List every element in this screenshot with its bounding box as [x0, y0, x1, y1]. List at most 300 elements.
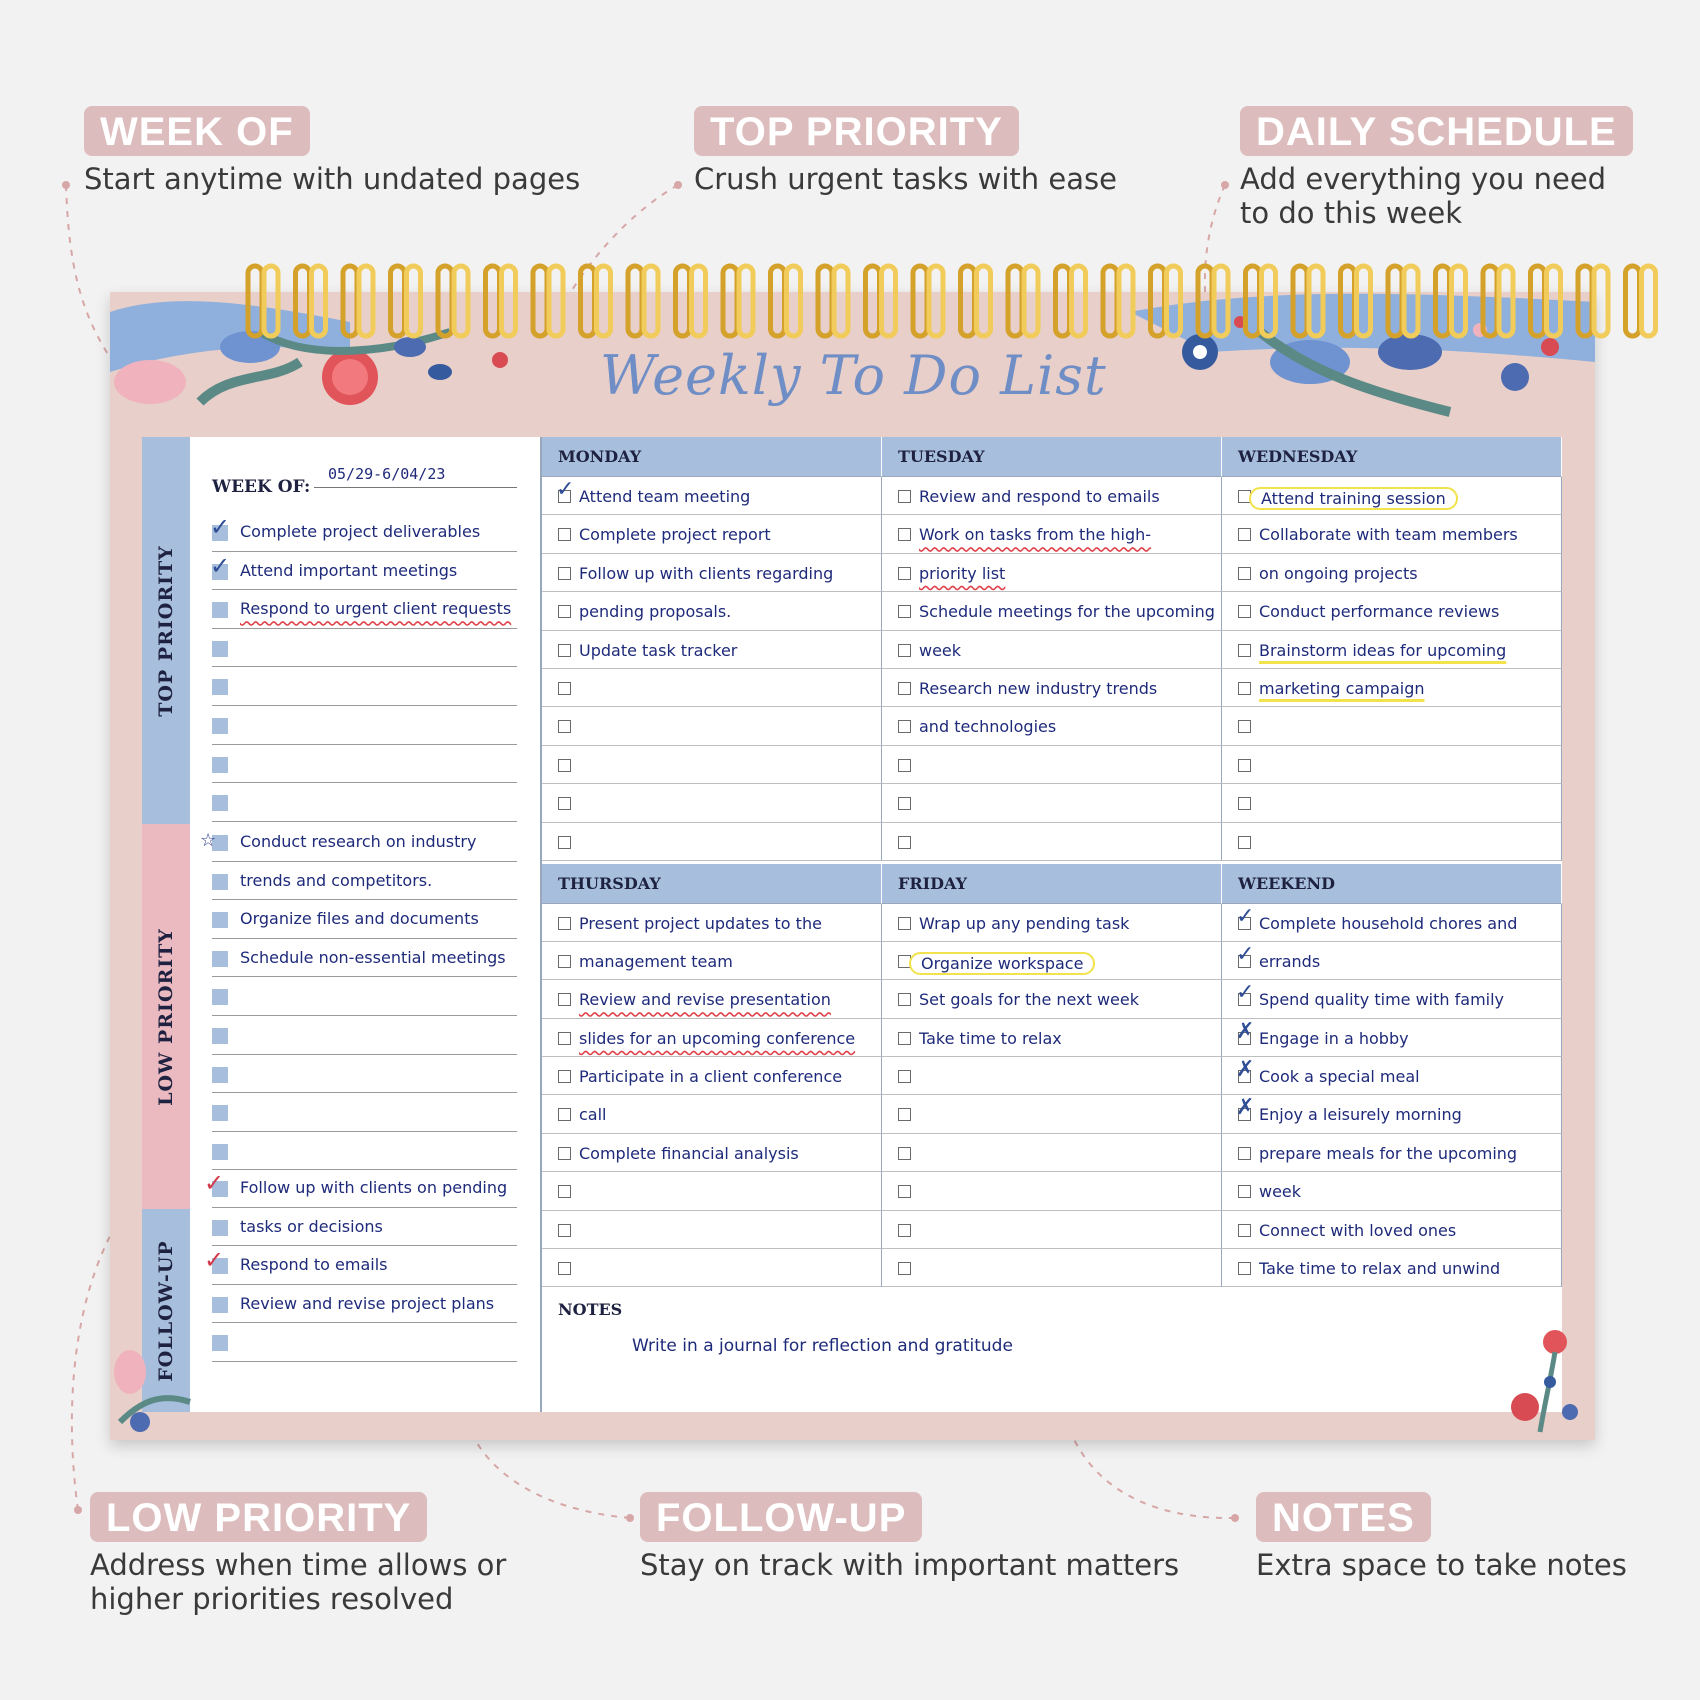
task-text: slides for an upcoming conference — [579, 1028, 856, 1048]
task-checkbox[interactable] — [558, 1262, 571, 1275]
task-checkbox[interactable] — [898, 917, 911, 930]
priority-text: trends and competitors. — [240, 870, 433, 890]
priority-text: Respond to urgent client requests — [240, 599, 512, 619]
task-text: prepare meals for the upcoming — [1259, 1143, 1518, 1163]
week-of-value[interactable]: 05/29-6/04/23 — [314, 465, 517, 488]
binding-ring — [1056, 266, 1070, 336]
low-priority-item[interactable] — [212, 862, 517, 901]
task-checkbox[interactable] — [1238, 1185, 1251, 1198]
callout-week-of — [84, 106, 580, 196]
binding-ring — [391, 266, 405, 336]
binding-ring — [1578, 266, 1592, 336]
cross-mark-icon: ✗ — [1236, 1018, 1255, 1044]
task-row[interactable] — [882, 1172, 1222, 1210]
day-header: TUESDAY — [882, 437, 1222, 477]
task-row[interactable] — [882, 477, 1222, 515]
callout-desc: Stay on track with important matters — [640, 1548, 1180, 1582]
binding-ring — [739, 266, 753, 336]
day-header: WEDNESDAY — [1222, 437, 1562, 477]
star-icon: ☆ — [200, 830, 217, 851]
task-text: Present project updates to the — [579, 913, 822, 933]
task-row[interactable] — [882, 1057, 1222, 1095]
binding-ring — [1008, 266, 1022, 336]
band-label: TOP PRIORITY — [155, 544, 177, 717]
priority-checkbox[interactable] — [212, 757, 228, 773]
day-header: FRIDAY — [882, 864, 1222, 904]
task-row[interactable] — [1222, 746, 1562, 784]
task-row[interactable] — [882, 823, 1222, 861]
band-label: FOLLOW-UP — [155, 1239, 177, 1382]
day-column-thursday — [542, 864, 882, 1288]
task-checkbox[interactable] — [898, 490, 911, 503]
task-checkbox[interactable] — [898, 1070, 911, 1083]
task-checkbox[interactable] — [1238, 797, 1251, 810]
priority-text: Follow up with clients on pending — [240, 1178, 508, 1197]
task-checkbox[interactable] — [558, 605, 571, 618]
callout-low-priority — [90, 1492, 506, 1616]
priority-checkbox[interactable] — [212, 912, 228, 928]
task-row[interactable] — [882, 746, 1222, 784]
binding-ring — [407, 266, 421, 336]
priority-checkbox[interactable] — [212, 1220, 228, 1236]
corner-flower-right — [1485, 1312, 1595, 1440]
task-row[interactable] — [542, 746, 882, 784]
task-text: Complete project report — [579, 525, 771, 545]
callout-follow-up — [640, 1492, 1179, 1582]
top-priority-item[interactable] — [212, 745, 517, 784]
binding-ring — [913, 266, 927, 336]
binding-ring — [1594, 266, 1608, 336]
binding-ring — [1309, 266, 1323, 336]
task-row[interactable] — [882, 1019, 1222, 1057]
task-row[interactable] — [1222, 592, 1562, 630]
task-row[interactable] — [542, 1057, 882, 1095]
binding-ring — [961, 266, 975, 336]
binding-ring — [1119, 266, 1133, 336]
task-checkbox[interactable] — [1238, 567, 1251, 580]
priority-checkbox[interactable] — [212, 795, 228, 811]
task-checkbox[interactable] — [1238, 682, 1251, 695]
task-row[interactable] — [882, 942, 1222, 980]
task-text: marketing campaign — [1259, 678, 1425, 698]
task-text: Collaborate with team members — [1259, 525, 1518, 545]
task-row[interactable] — [542, 980, 882, 1018]
check-mark-icon: ✓ — [1236, 941, 1255, 967]
task-checkbox[interactable] — [558, 1108, 571, 1121]
top-priority-item[interactable] — [212, 667, 517, 706]
low-priority-item[interactable] — [212, 1093, 517, 1132]
priority-checkbox[interactable] — [212, 718, 228, 734]
task-checkbox[interactable] — [1238, 720, 1251, 733]
binding-ring — [1151, 266, 1165, 336]
task-checkbox[interactable] — [558, 1032, 571, 1045]
task-checkbox[interactable] — [898, 797, 911, 810]
check-mark-icon: ✓ — [204, 1246, 225, 1275]
task-row[interactable] — [882, 1134, 1222, 1172]
callout-desc: Start anytime with undated pages — [84, 162, 581, 196]
task-checkbox[interactable] — [898, 1108, 911, 1121]
task-checkbox[interactable] — [898, 1224, 911, 1237]
task-text: on ongoing projects — [1259, 563, 1418, 583]
task-row[interactable] — [882, 669, 1222, 707]
task-row[interactable] — [882, 631, 1222, 669]
task-checkbox[interactable] — [1238, 644, 1251, 657]
task-checkbox[interactable] — [1238, 1224, 1251, 1237]
binding-ring — [676, 266, 690, 336]
top-priority-item[interactable] — [212, 552, 517, 591]
binding-ring — [1167, 266, 1181, 336]
task-text: management team — [579, 951, 733, 971]
binding-ring — [1341, 266, 1355, 336]
task-row[interactable] — [1222, 1134, 1562, 1172]
task-row[interactable] — [542, 1249, 882, 1287]
task-checkbox[interactable] — [1238, 836, 1251, 849]
priority-checkbox[interactable] — [212, 679, 228, 695]
callout-notes — [1256, 1492, 1627, 1582]
task-checkbox[interactable] — [558, 955, 571, 968]
task-text: Update task tracker — [579, 640, 738, 660]
notes-section — [542, 1290, 1562, 1412]
task-row[interactable] — [542, 1134, 882, 1172]
binding-ring — [1531, 266, 1545, 336]
binding-ring — [1388, 266, 1402, 336]
task-text: pending proposals. — [579, 602, 732, 622]
task-checkbox[interactable] — [558, 1147, 571, 1160]
callout-desc: Add everything you need to do this week — [1240, 162, 1607, 230]
task-checkbox[interactable] — [558, 993, 571, 1006]
task-checkbox[interactable] — [898, 682, 911, 695]
check-mark-icon: ✓ — [556, 477, 575, 502]
priority-checkbox[interactable] — [212, 602, 228, 618]
binding-ring — [359, 266, 373, 336]
task-row[interactable] — [1222, 477, 1562, 515]
task-row[interactable] — [542, 1211, 882, 1249]
priority-checkbox[interactable] — [212, 951, 228, 967]
binding-ring — [454, 266, 468, 336]
low-priority-item[interactable] — [212, 1055, 517, 1094]
cross-mark-icon: ✗ — [1236, 1057, 1255, 1083]
task-row[interactable] — [1222, 1211, 1562, 1249]
binding-ring — [1436, 266, 1450, 336]
task-row[interactable] — [882, 980, 1222, 1018]
callout-desc: Address when time allows or higher priorities resolved — [90, 1548, 507, 1616]
spiral-binding — [240, 262, 1680, 340]
task-row[interactable] — [1222, 1057, 1562, 1095]
task-text: Attend team meeting — [579, 487, 751, 506]
task-row[interactable] — [542, 1172, 882, 1210]
binding-ring — [882, 266, 896, 336]
callout-desc: Crush urgent tasks with ease — [694, 162, 1117, 196]
task-text: Participate in a client conference — [579, 1067, 843, 1087]
band-low-priority — [142, 824, 190, 1209]
band-top-priority — [142, 437, 190, 824]
task-row[interactable] — [542, 823, 882, 861]
task-checkbox[interactable] — [898, 836, 911, 849]
task-row[interactable] — [1222, 980, 1562, 1018]
priority-checkbox[interactable] — [212, 1067, 228, 1083]
task-text: and technologies — [919, 717, 1057, 737]
priority-text: tasks or decisions — [240, 1216, 383, 1236]
priority-text: Schedule non-essential meetings — [240, 947, 506, 967]
binding-ring — [818, 266, 832, 336]
planner-sheet — [142, 437, 1562, 1412]
binding-ring — [787, 266, 801, 336]
task-row[interactable] — [542, 669, 882, 707]
task-text: errands — [1259, 951, 1321, 971]
week-of-label: WEEK OF: — [212, 477, 311, 497]
follow-up-item[interactable] — [212, 1208, 517, 1247]
top-priority-item[interactable] — [212, 513, 517, 552]
task-text: Research new industry trends — [919, 678, 1158, 698]
priority-checkbox[interactable] — [212, 1028, 228, 1044]
priority-checkbox[interactable] — [212, 874, 228, 890]
task-text: week — [919, 640, 962, 660]
task-row[interactable] — [542, 784, 882, 822]
binding-ring — [1103, 266, 1117, 336]
day-column-weekend — [1222, 864, 1562, 1288]
task-row[interactable] — [882, 707, 1222, 745]
notes-text[interactable]: Write in a journal for reflection and gratitude — [632, 1336, 1013, 1356]
low-priority-item[interactable] — [212, 1016, 517, 1055]
binding-ring — [1404, 266, 1418, 336]
task-checkbox[interactable] — [898, 1262, 911, 1275]
task-text: Connect with loved ones — [1259, 1220, 1457, 1240]
callout-tag: TOP PRIORITY — [694, 106, 1019, 156]
binding-ring — [834, 266, 848, 336]
task-row[interactable] — [882, 592, 1222, 630]
task-checkbox[interactable] — [898, 567, 911, 580]
task-checkbox[interactable] — [558, 682, 571, 695]
planner-title: Weekly To Do List — [600, 344, 1107, 407]
task-checkbox[interactable] — [558, 836, 571, 849]
priority-checkbox[interactable] — [212, 989, 228, 1005]
task-row[interactable] — [882, 1249, 1222, 1287]
binding-ring — [692, 266, 706, 336]
task-checkbox[interactable] — [898, 528, 911, 541]
task-row[interactable] — [542, 1019, 882, 1057]
notes-label: NOTES — [558, 1300, 623, 1319]
callout-top-priority — [694, 106, 1117, 196]
task-row[interactable] — [882, 904, 1222, 942]
low-priority-item[interactable] — [212, 977, 517, 1016]
binding-ring — [1246, 266, 1260, 336]
top-priority-item[interactable] — [212, 590, 517, 629]
binding-ring — [1293, 266, 1307, 336]
callout-tag: FOLLOW-UP — [640, 1492, 922, 1542]
top-priority-item[interactable] — [212, 783, 517, 822]
task-checkbox[interactable] — [558, 759, 571, 772]
task-row[interactable] — [542, 515, 882, 553]
binding-ring — [723, 266, 737, 336]
binding-ring — [866, 266, 880, 336]
binding-ring — [1072, 266, 1086, 336]
priority-text: Review and revise project plans — [240, 1293, 495, 1313]
priority-checkbox[interactable] — [212, 1105, 228, 1121]
task-checkbox[interactable] — [898, 759, 911, 772]
day-column-tuesday — [882, 437, 1222, 861]
check-mark-icon: ✓ — [210, 513, 231, 541]
callout-daily-schedule — [1240, 106, 1633, 230]
task-checkbox[interactable] — [898, 644, 911, 657]
task-row[interactable] — [882, 515, 1222, 553]
task-row[interactable] — [882, 1211, 1222, 1249]
task-checkbox[interactable] — [1238, 1147, 1251, 1160]
day-column-friday — [882, 864, 1222, 1288]
task-row[interactable] — [1222, 784, 1562, 822]
low-priority-item[interactable] — [200, 823, 517, 862]
task-row[interactable] — [882, 1095, 1222, 1133]
binding-ring — [296, 266, 310, 336]
task-text: week — [1259, 1182, 1302, 1202]
check-mark-icon: ✓ — [1236, 903, 1255, 929]
binding-ring — [1262, 266, 1276, 336]
task-row[interactable] — [882, 784, 1222, 822]
top-priority-item[interactable] — [212, 706, 517, 745]
priority-checkbox[interactable] — [212, 641, 228, 657]
task-row[interactable] — [542, 554, 882, 592]
task-text: Attend training session — [1249, 487, 1458, 510]
task-checkbox[interactable] — [558, 1185, 571, 1198]
task-text: Organize workspace — [909, 952, 1095, 975]
priority-column — [142, 437, 542, 1412]
task-row[interactable] — [1222, 904, 1562, 942]
task-row[interactable] — [1222, 631, 1562, 669]
task-text: Engage in a hobby — [1259, 1028, 1409, 1048]
corner-flower-left — [110, 1332, 220, 1440]
task-checkbox[interactable] — [558, 644, 571, 657]
binding-ring — [628, 266, 642, 336]
day-header: MONDAY — [542, 437, 882, 477]
day-column-monday — [542, 437, 882, 861]
callout-tag: LOW PRIORITY — [90, 1492, 427, 1542]
priority-checkbox[interactable] — [212, 1297, 228, 1313]
task-checkbox[interactable] — [898, 720, 911, 733]
follow-up-item[interactable] — [212, 1323, 517, 1362]
task-text: Complete financial analysis — [579, 1143, 799, 1163]
priority-text: Attend important meetings — [240, 560, 458, 580]
task-text: Conduct performance reviews — [1259, 602, 1500, 622]
task-checkbox[interactable] — [558, 917, 571, 930]
task-checkbox[interactable] — [898, 1032, 911, 1045]
task-row[interactable] — [542, 942, 882, 980]
task-text: Review and revise presentation — [579, 990, 831, 1010]
task-text: Work on tasks from the high- — [919, 525, 1152, 545]
task-checkbox[interactable] — [898, 605, 911, 618]
task-checkbox[interactable] — [898, 1147, 911, 1160]
cross-mark-icon: ✗ — [1236, 1095, 1255, 1121]
binding-ring — [1024, 266, 1038, 336]
task-checkbox[interactable] — [558, 797, 571, 810]
task-checkbox[interactable] — [558, 720, 571, 733]
follow-up-item[interactable] — [204, 1169, 517, 1208]
task-row[interactable] — [542, 592, 882, 630]
task-row[interactable] — [1222, 942, 1562, 980]
day-header: THURSDAY — [542, 864, 882, 904]
binding-ring — [929, 266, 943, 336]
band-label: LOW PRIORITY — [155, 927, 177, 1106]
task-row[interactable] — [542, 631, 882, 669]
binding-ring — [1198, 266, 1212, 336]
task-row[interactable] — [1222, 669, 1562, 707]
task-row[interactable] — [1222, 707, 1562, 745]
task-checkbox[interactable] — [558, 528, 571, 541]
task-row[interactable] — [882, 554, 1222, 592]
follow-up-item[interactable] — [204, 1246, 517, 1285]
task-row[interactable] — [1222, 515, 1562, 553]
task-text: Set goals for the next week — [919, 990, 1139, 1010]
task-row[interactable] — [542, 707, 882, 745]
task-text: Wrap up any pending task — [919, 913, 1130, 933]
task-text: Follow up with clients regarding — [579, 563, 834, 583]
callout-tag: NOTES — [1256, 1492, 1431, 1542]
binding-ring — [1357, 266, 1371, 336]
task-text: Complete household chores and — [1259, 913, 1518, 933]
binding-ring — [581, 266, 595, 336]
task-text: Take time to relax — [919, 1028, 1062, 1048]
binding-ring — [771, 266, 785, 336]
low-priority-item[interactable] — [212, 1132, 517, 1171]
task-row[interactable] — [542, 904, 882, 942]
binding-ring — [1452, 266, 1466, 336]
callout-desc: Extra space to take notes — [1256, 1548, 1627, 1582]
task-checkbox[interactable] — [558, 1070, 571, 1083]
binding-ring — [1547, 266, 1561, 336]
binding-ring — [486, 266, 500, 336]
task-text: Take time to relax and unwind — [1259, 1259, 1501, 1279]
binding-ring — [1626, 266, 1640, 336]
task-text: Schedule meetings for the upcoming — [919, 602, 1215, 622]
binding-ring — [248, 266, 262, 336]
priority-checkbox[interactable] — [212, 1144, 228, 1160]
check-mark-icon: ✓ — [204, 1169, 225, 1197]
binding-ring — [1214, 266, 1228, 336]
binding-ring — [533, 266, 547, 336]
callout-tag: DAILY SCHEDULE — [1240, 106, 1633, 156]
day-header: WEEKEND — [1222, 864, 1562, 904]
week-of-row — [212, 465, 517, 497]
task-checkbox[interactable] — [1238, 1262, 1251, 1275]
task-checkbox[interactable] — [898, 993, 911, 1006]
binding-ring — [264, 266, 278, 336]
task-text: Brainstorm ideas for upcoming — [1259, 640, 1507, 660]
follow-up-item[interactable] — [212, 1285, 517, 1324]
task-row[interactable] — [542, 1095, 882, 1133]
task-checkbox[interactable] — [898, 1185, 911, 1198]
binding-ring — [1483, 266, 1497, 336]
top-priority-item[interactable] — [212, 629, 517, 668]
task-checkbox[interactable] — [558, 1224, 571, 1237]
task-row[interactable] — [1222, 1095, 1562, 1133]
task-checkbox[interactable] — [1238, 605, 1251, 618]
task-row[interactable] — [1222, 554, 1562, 592]
task-checkbox[interactable] — [558, 567, 571, 580]
binding-ring — [977, 266, 991, 336]
task-row[interactable] — [542, 477, 882, 515]
task-row[interactable] — [1222, 1172, 1562, 1210]
task-row[interactable] — [1222, 1249, 1562, 1287]
task-row[interactable] — [1222, 1019, 1562, 1057]
task-text: priority list — [919, 563, 1006, 583]
task-text: call — [579, 1105, 607, 1125]
low-priority-item[interactable] — [212, 939, 517, 978]
task-checkbox[interactable] — [1238, 759, 1251, 772]
task-row[interactable] — [1222, 823, 1562, 861]
binding-ring — [343, 266, 357, 336]
task-text: Enjoy a leisurely morning — [1259, 1105, 1462, 1125]
task-checkbox[interactable] — [1238, 528, 1251, 541]
planner-page — [110, 292, 1595, 1440]
low-priority-item[interactable] — [212, 900, 517, 939]
